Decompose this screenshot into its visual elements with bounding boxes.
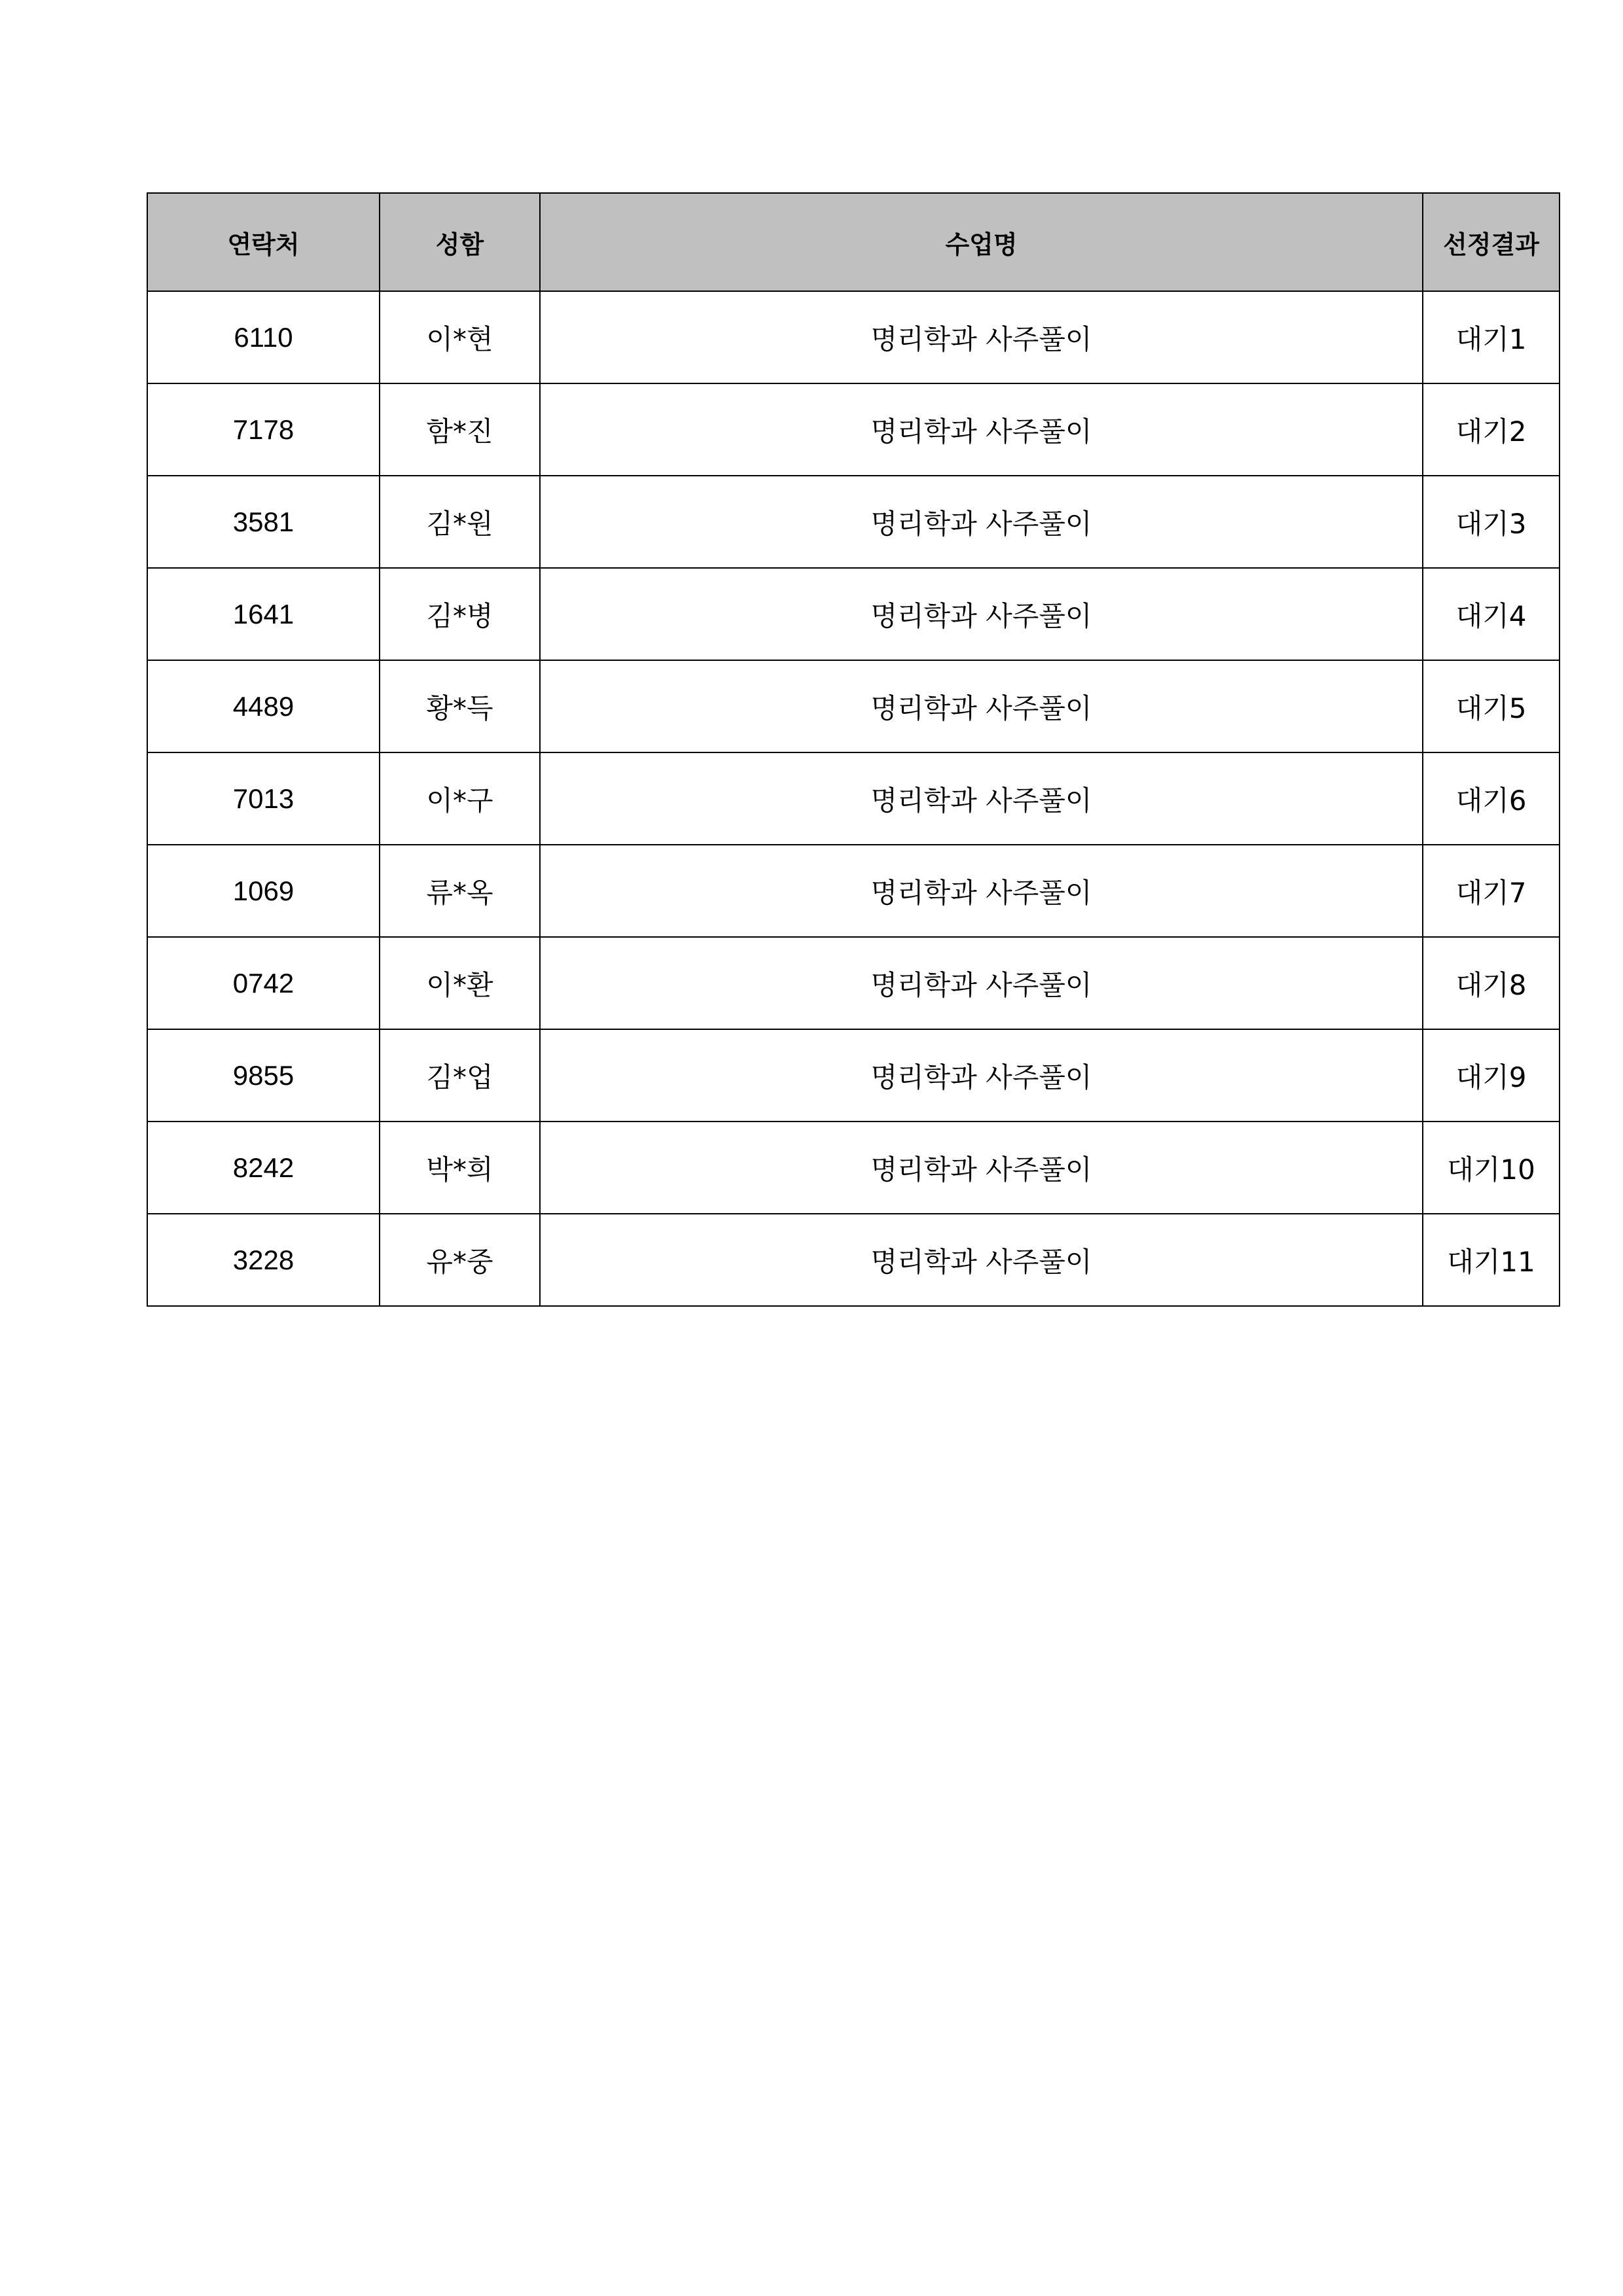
cell-name: 함*진 — [380, 383, 540, 476]
cell-phone: 8242 — [147, 1122, 380, 1214]
cell-class: 명리학과 사주풀이 — [540, 845, 1423, 937]
cell-class: 명리학과 사주풀이 — [540, 568, 1423, 660]
table-row — [147, 568, 1560, 660]
cell-result: 대기5 — [1423, 660, 1560, 752]
cell-result: 대기6 — [1423, 752, 1560, 845]
cell-result: 대기7 — [1423, 845, 1560, 937]
cell-phone: 4489 — [147, 660, 380, 752]
table-row — [147, 1122, 1560, 1214]
cell-result: 대기3 — [1423, 476, 1560, 568]
cell-name: 박*희 — [380, 1122, 540, 1214]
cell-class: 명리학과 사주풀이 — [540, 937, 1423, 1029]
cell-class: 명리학과 사주풀이 — [540, 383, 1423, 476]
cell-class: 명리학과 사주풀이 — [540, 291, 1423, 383]
cell-class: 명리학과 사주풀이 — [540, 476, 1423, 568]
cell-name: 이*구 — [380, 752, 540, 845]
cell-class: 명리학과 사주풀이 — [540, 752, 1423, 845]
cell-name: 김*병 — [380, 568, 540, 660]
cell-name: 류*옥 — [380, 845, 540, 937]
cell-result: 대기11 — [1423, 1214, 1560, 1306]
cell-phone: 6110 — [147, 291, 380, 383]
table-row — [147, 937, 1560, 1029]
cell-name: 이*환 — [380, 937, 540, 1029]
cell-phone: 1069 — [147, 845, 380, 937]
cell-class: 명리학과 사주풀이 — [540, 1122, 1423, 1214]
cell-phone: 7178 — [147, 383, 380, 476]
cell-phone: 3581 — [147, 476, 380, 568]
cell-result: 대기8 — [1423, 937, 1560, 1029]
cell-name: 김*원 — [380, 476, 540, 568]
table-row — [147, 383, 1560, 476]
table-row — [147, 660, 1560, 752]
table-row — [147, 1029, 1560, 1122]
cell-name: 황*득 — [380, 660, 540, 752]
table-row — [147, 1214, 1560, 1306]
cell-result: 대기4 — [1423, 568, 1560, 660]
header-row — [147, 193, 1560, 291]
header-name: 성함 — [380, 193, 540, 291]
cell-phone: 7013 — [147, 752, 380, 845]
cell-result: 대기1 — [1423, 291, 1560, 383]
cell-phone: 0742 — [147, 937, 380, 1029]
table-row — [147, 845, 1560, 937]
cell-phone: 3228 — [147, 1214, 380, 1306]
table-row — [147, 752, 1560, 845]
table-body — [147, 291, 1560, 1306]
selection-results-table — [147, 192, 1560, 1307]
header-phone: 연락처 — [147, 193, 380, 291]
cell-name: 유*중 — [380, 1214, 540, 1306]
table-header — [147, 193, 1560, 291]
cell-result: 대기2 — [1423, 383, 1560, 476]
cell-result: 대기10 — [1423, 1122, 1560, 1214]
cell-name: 이*현 — [380, 291, 540, 383]
cell-class: 명리학과 사주풀이 — [540, 660, 1423, 752]
header-result: 선정결과 — [1423, 193, 1560, 291]
cell-class: 명리학과 사주풀이 — [540, 1214, 1423, 1306]
table-row — [147, 291, 1560, 383]
cell-phone: 9855 — [147, 1029, 380, 1122]
cell-result: 대기9 — [1423, 1029, 1560, 1122]
cell-name: 김*업 — [380, 1029, 540, 1122]
cell-phone: 1641 — [147, 568, 380, 660]
cell-class: 명리학과 사주풀이 — [540, 1029, 1423, 1122]
table-row — [147, 476, 1560, 568]
header-class: 수업명 — [540, 193, 1423, 291]
